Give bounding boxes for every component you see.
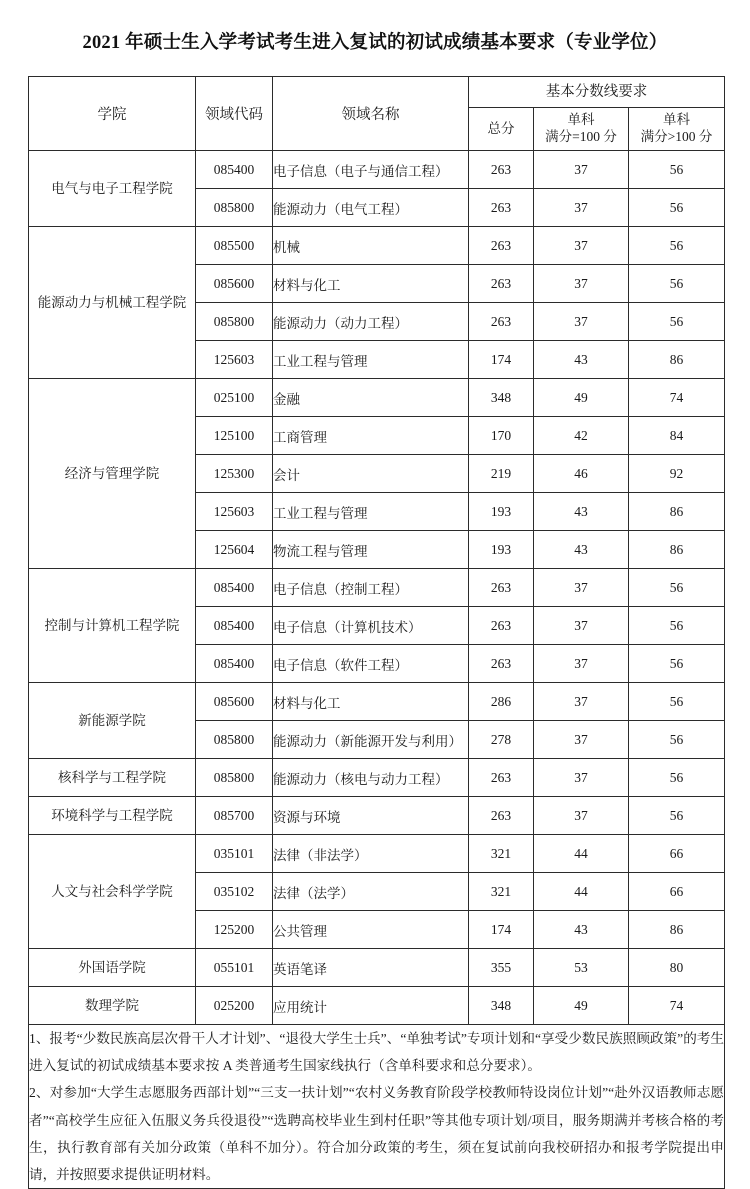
cell-total-score: 348 [469,987,534,1025]
cell-field-name: 物流工程与管理 [273,531,469,569]
cell-field-name: 法律（非法学） [273,835,469,873]
header-score-group: 基本分数线要求 [469,77,725,108]
cell-field-name: 能源动力（电气工程） [273,189,469,227]
cell-field-code: 085800 [196,721,273,759]
cell-total-score: 193 [469,493,534,531]
cell-field-name: 电子信息（电子与通信工程） [273,151,469,189]
cell-field-code: 125100 [196,417,273,455]
cell-single-gt-100: 56 [629,189,725,227]
cell-single-eq-100: 37 [534,569,629,607]
table-header [29,77,725,151]
header-total-score: 总分 [469,108,534,151]
cell-field-code: 085400 [196,645,273,683]
cell-field-name: 金融 [273,379,469,417]
cell-field-name: 机械 [273,227,469,265]
cell-single-gt-100: 86 [629,531,725,569]
cell-single-eq-100: 37 [534,607,629,645]
cell-single-gt-100: 74 [629,379,725,417]
header-single-eq-100-line2: 满分=100 分 [545,129,617,144]
cell-single-eq-100: 49 [534,379,629,417]
cell-single-gt-100: 92 [629,455,725,493]
cell-field-name: 材料与化工 [273,265,469,303]
cell-single-gt-100: 56 [629,265,725,303]
cell-field-name: 电子信息（计算机技术） [273,607,469,645]
cell-field-name: 法律（法学） [273,873,469,911]
cell-single-eq-100: 37 [534,151,629,189]
cell-single-eq-100: 37 [534,227,629,265]
cell-single-eq-100: 43 [534,911,629,949]
cell-field-name: 工业工程与管理 [273,493,469,531]
cell-single-gt-100: 86 [629,911,725,949]
cell-college: 环境科学与工程学院 [29,797,196,835]
notes-row [29,1025,725,1189]
cell-field-code: 085500 [196,227,273,265]
cell-single-gt-100: 66 [629,835,725,873]
cell-field-name: 英语笔译 [273,949,469,987]
cell-single-gt-100: 66 [629,873,725,911]
cell-field-code: 035102 [196,873,273,911]
cell-single-gt-100: 56 [629,607,725,645]
cell-single-gt-100: 86 [629,341,725,379]
cell-field-code: 055101 [196,949,273,987]
cell-single-gt-100: 56 [629,569,725,607]
table-row [29,227,725,265]
cell-single-eq-100: 37 [534,683,629,721]
admission-score-table [28,76,725,1189]
cell-single-eq-100: 43 [534,493,629,531]
header-field-code: 领域代码 [196,77,273,151]
cell-field-name: 电子信息（控制工程） [273,569,469,607]
cell-single-eq-100: 37 [534,303,629,341]
cell-total-score: 263 [469,265,534,303]
cell-college: 人文与社会科学学院 [29,835,196,949]
header-single-gt-100 [629,108,725,151]
cell-college: 新能源学院 [29,683,196,759]
cell-field-code: 125300 [196,455,273,493]
cell-single-gt-100: 56 [629,227,725,265]
cell-total-score: 263 [469,607,534,645]
cell-field-name: 能源动力（动力工程） [273,303,469,341]
cell-field-code: 085400 [196,607,273,645]
cell-single-gt-100: 56 [629,683,725,721]
cell-total-score: 263 [469,227,534,265]
table-row [29,987,725,1025]
header-single-gt-100-line1: 单科 [663,112,691,128]
cell-single-eq-100: 53 [534,949,629,987]
cell-field-name: 会计 [273,455,469,493]
table-row [29,683,725,721]
table-footer [29,1025,725,1189]
cell-single-gt-100: 74 [629,987,725,1025]
cell-field-name: 工商管理 [273,417,469,455]
note-paragraph: 2、对参加“大学生志愿服务西部计划”“三支一扶计划”“农村义务教育阶段学校教师特设岗位计划”“赴外汉语教师志愿者”“高校学生应征入伍服义务兵役退役”“选聘高校毕业生到村任职”等其他专项计划/项目，服务期满并考核合格的考生，执行教育部有关加分政策（单科不加分）。符合加分政策的考生，须在复试前向我校研招办和报考学院提出申请，并按照要求提供证明材料。 [29,1085,725,1182]
cell-total-score: 174 [469,911,534,949]
header-single-gt-100-line2: 满分>100 分 [640,129,713,144]
table-header-row-1 [29,77,725,108]
cell-total-score: 174 [469,341,534,379]
cell-field-code: 085600 [196,683,273,721]
cell-total-score: 263 [469,759,534,797]
cell-field-name: 资源与环境 [273,797,469,835]
cell-field-code: 125603 [196,341,273,379]
cell-single-gt-100: 56 [629,759,725,797]
cell-field-code: 025200 [196,987,273,1025]
cell-total-score: 263 [469,189,534,227]
table-body [29,151,725,1025]
cell-field-code: 125200 [196,911,273,949]
cell-single-gt-100: 80 [629,949,725,987]
cell-total-score: 263 [469,303,534,341]
cell-college: 外国语学院 [29,949,196,987]
cell-total-score: 348 [469,379,534,417]
table-row [29,949,725,987]
page-title: 2021 年硕士生入学考试考生进入复试的初试成绩基本要求（专业学位） [82,33,668,53]
table-row [29,151,725,189]
table-row [29,379,725,417]
cell-field-name: 工业工程与管理 [273,341,469,379]
cell-single-eq-100: 37 [534,645,629,683]
cell-single-gt-100: 56 [629,151,725,189]
cell-college: 控制与计算机工程学院 [29,569,196,683]
cell-college: 数理学院 [29,987,196,1025]
cell-college: 经济与管理学院 [29,379,196,569]
cell-field-code: 125603 [196,493,273,531]
cell-total-score: 286 [469,683,534,721]
cell-total-score: 263 [469,569,534,607]
table-row [29,569,725,607]
cell-field-code: 085800 [196,303,273,341]
header-single-eq-100 [534,108,629,151]
cell-field-code: 085600 [196,265,273,303]
cell-field-name: 能源动力（新能源开发与利用） [273,721,469,759]
cell-single-gt-100: 56 [629,303,725,341]
cell-single-eq-100: 37 [534,721,629,759]
cell-total-score: 355 [469,949,534,987]
cell-field-name: 电子信息（软件工程） [273,645,469,683]
cell-single-eq-100: 44 [534,835,629,873]
cell-total-score: 170 [469,417,534,455]
cell-college: 电气与电子工程学院 [29,151,196,227]
cell-field-code: 085700 [196,797,273,835]
cell-single-eq-100: 44 [534,873,629,911]
cell-single-eq-100: 43 [534,341,629,379]
cell-field-code: 025100 [196,379,273,417]
cell-field-name: 材料与化工 [273,683,469,721]
table-row [29,797,725,835]
cell-total-score: 278 [469,721,534,759]
cell-field-name: 能源动力（核电与动力工程） [273,759,469,797]
cell-field-code: 085400 [196,569,273,607]
cell-total-score: 193 [469,531,534,569]
notes-block [29,1025,725,1189]
cell-single-eq-100: 37 [534,759,629,797]
cell-single-eq-100: 37 [534,265,629,303]
table-row [29,759,725,797]
header-field-name: 领域名称 [273,77,469,151]
cell-field-name: 应用统计 [273,987,469,1025]
cell-single-gt-100: 84 [629,417,725,455]
cell-single-gt-100: 56 [629,645,725,683]
header-single-eq-100-line1: 单科 [567,112,595,128]
cell-single-eq-100: 43 [534,531,629,569]
table-row [29,835,725,873]
note-paragraph: 1、报考“少数民族高层次骨干人才计划”、“退役大学生士兵”、“单独考试”专项计划和“享受少数民族照顾政策”的考生进入复试的初试成绩基本要求按 A 类普通考生国家线执行（含单科要求和总分要求）。 [29,1031,725,1074]
cell-single-eq-100: 49 [534,987,629,1025]
cell-single-gt-100: 86 [629,493,725,531]
cell-single-eq-100: 46 [534,455,629,493]
cell-single-eq-100: 37 [534,797,629,835]
cell-field-code: 085400 [196,151,273,189]
cell-college: 核科学与工程学院 [29,759,196,797]
cell-single-eq-100: 42 [534,417,629,455]
cell-field-code: 085800 [196,759,273,797]
cell-college: 能源动力与机械工程学院 [29,227,196,379]
cell-single-eq-100: 37 [534,189,629,227]
cell-total-score: 321 [469,873,534,911]
cell-field-code: 035101 [196,835,273,873]
cell-total-score: 321 [469,835,534,873]
cell-total-score: 263 [469,797,534,835]
cell-field-code: 085800 [196,189,273,227]
header-college: 学院 [29,77,196,151]
cell-total-score: 263 [469,645,534,683]
cell-total-score: 263 [469,151,534,189]
score-table-container [28,76,724,1189]
cell-single-gt-100: 56 [629,797,725,835]
cell-field-code: 125604 [196,531,273,569]
cell-field-name: 公共管理 [273,911,469,949]
cell-total-score: 219 [469,455,534,493]
cell-single-gt-100: 56 [629,721,725,759]
